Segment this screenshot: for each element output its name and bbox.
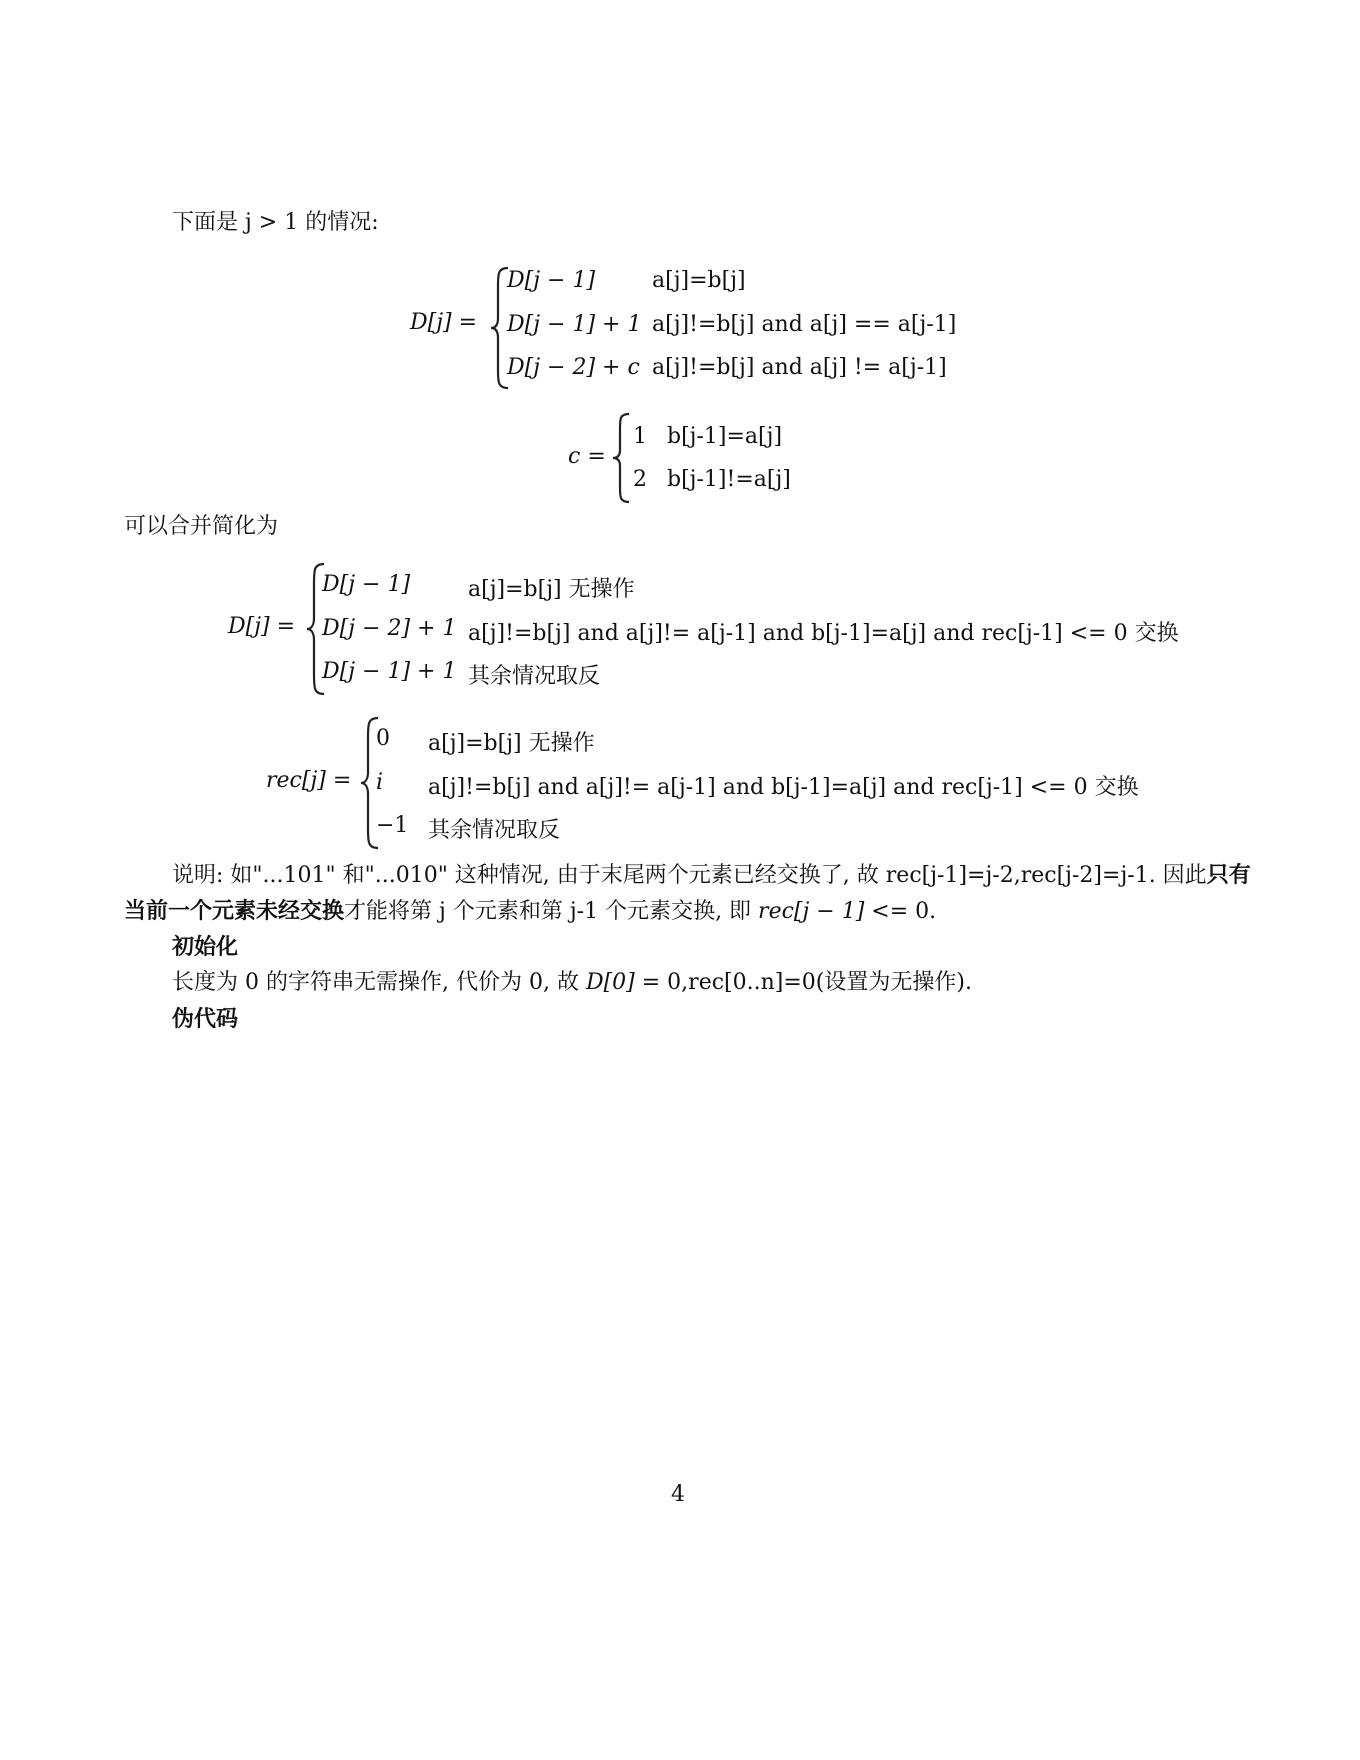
case-condition: a[j]!=b[j] and a[j]!= a[j-1] and b[j-1]=a[j] and rec[j-1] <= 0 交换 [428, 775, 1139, 800]
init-text-part: = 0,rec[0..n]=0(设置为无操作). [634, 970, 972, 995]
case-condition: 其余情况取反 [468, 664, 601, 689]
case-condition: a[j]=b[j] 无操作 [468, 577, 635, 602]
init-math: D[0] [585, 970, 635, 995]
note-math: rec[j − 1] [758, 899, 865, 924]
case-expr: −1 [376, 813, 409, 838]
case-condition: a[j]!=b[j] and a[j] != a[j-1] [652, 355, 947, 380]
case-condition: b[j-1]=a[j] [667, 424, 783, 449]
left-brace-icon [610, 412, 632, 504]
note-line-1 [172, 862, 1251, 889]
note-line-2 [124, 898, 936, 925]
intro-text: 下面是 j > 1 的情况: [172, 210, 379, 235]
case-condition: a[j]=b[j] [652, 268, 746, 293]
simplify-text: 可以合并简化为 [124, 514, 279, 539]
case-expr: D[j − 2] + 1 [322, 616, 457, 641]
case-condition: a[j]=b[j] 无操作 [428, 731, 595, 756]
case-expr: 1 [633, 424, 647, 449]
case-expr: D[j − 2] + c [507, 355, 640, 380]
note-emphasis: 当前一个元素未经交换 [124, 898, 345, 924]
init-text [172, 970, 972, 996]
note-emphasis: 只有 [1206, 862, 1251, 888]
note-text: 才能将第 j 个元素和第 j-1 个元素交换, 即 [344, 899, 759, 924]
equation-lhs: D[j] = [410, 310, 478, 335]
pseudocode-heading: 伪代码 [172, 1006, 239, 1032]
case-condition: b[j-1]!=a[j] [667, 467, 791, 492]
equation-lhs: rec[j] = [266, 768, 352, 793]
case-expr: D[j − 1] + 1 [322, 659, 457, 684]
note-text: 说明: 如"...101" 和"...010" 这种情况, 由于末尾两个元素已经交换了, 故 rec[j-1]=j-2,rec[j-2]=j-1. 因此 [172, 863, 1207, 888]
case-expr: D[j − 1] [322, 572, 411, 597]
case-expr: 0 [376, 726, 390, 751]
case-expr: D[j − 1] [507, 268, 596, 293]
case-expr: D[j − 1] + 1 [507, 312, 642, 337]
case-condition: 其余情况取反 [428, 818, 561, 843]
case-condition: a[j]!=b[j] and a[j] == a[j-1] [652, 312, 957, 337]
case-expr: i [376, 770, 384, 795]
case-expr: 2 [633, 467, 647, 492]
equation-lhs: D[j] = [228, 614, 296, 639]
equation-lhs: c = [568, 444, 606, 469]
case-condition: a[j]!=b[j] and a[j]!= a[j-1] and b[j-1]=a[j] and rec[j-1] <= 0 交换 [468, 621, 1179, 646]
page-number: 4 [671, 1482, 685, 1507]
note-text: <= 0. [864, 899, 937, 924]
init-heading: 初始化 [172, 934, 239, 960]
init-text-part: 长度为 0 的字符串无需操作, 代价为 0, 故 [172, 970, 586, 995]
